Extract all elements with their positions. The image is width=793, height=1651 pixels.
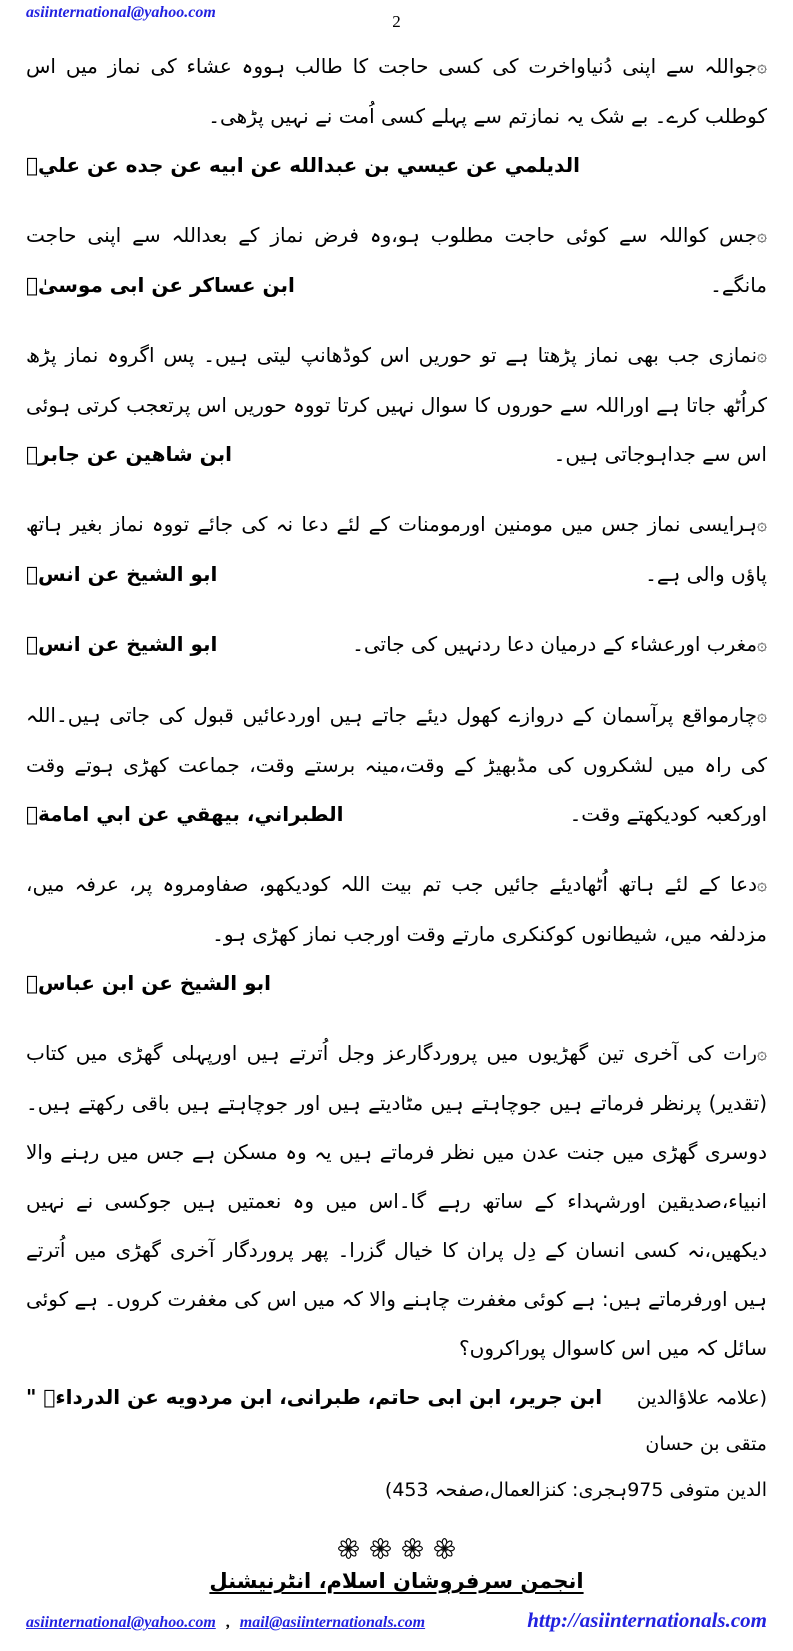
paragraph-start-ornament-icon: ۞ — [757, 57, 767, 77]
paragraph-start-ornament-icon: ۞ — [757, 346, 767, 366]
hadith-citation: ابن جرير، ابن ابی حاتم، طبرانی، ابن مردویه عن الدرداءؓ " — [26, 1385, 603, 1409]
footer-website-link[interactable]: http://asiinternationals.com — [527, 1608, 767, 1632]
hadith-paragraph — [26, 42, 767, 190]
footer-email-link[interactable]: asiinternational@yahoo.com — [26, 1614, 216, 1631]
rosette-icon — [434, 1538, 455, 1559]
hadith-text: چارمواقع پرآسمان کے دروازے کھول دیئے جاتے ہیں اوردعائیں قبول کی جاتی ہیں۔اللہ کی راہ میں لشکروں کی مڈبھیڑ کے وقت،مینہ برستے وقت، جماعت کھڑی ہوتے وقت اورکعبہ کودیکھتے وقت۔ — [26, 703, 767, 826]
reference-note: (علامہ علاؤالدین متقی بن حسان الدین متوفی 975ہجری: کنزالعمال،صفحہ 453) — [384, 1387, 767, 1501]
page-header — [0, 0, 793, 40]
hadith-paragraph — [26, 691, 767, 839]
hadith-text: مغرب اورعشاء کے درمیان دعا ردنہیں کی جاتی۔ — [352, 632, 758, 656]
paragraph-start-ornament-icon: ۞ — [757, 635, 767, 655]
rosette-icon — [370, 1538, 391, 1559]
page-number: 2 — [392, 12, 401, 31]
hadith-paragraph — [26, 211, 767, 310]
hadith-text: ہرایسی نماز جس میں مومنین اورمومنات کے لئے دعا نہ کی جائے تووہ نماز بغیر ہاتھ پاؤں والی ہے۔ — [26, 512, 767, 586]
footer-contacts — [26, 1614, 425, 1632]
rosette-icon — [338, 1538, 359, 1559]
hadith-paragraph — [26, 860, 767, 1008]
hadith-paragraph — [26, 620, 767, 670]
paragraph-start-ornament-icon: ۞ — [757, 1044, 767, 1064]
paragraph-start-ornament-icon: ۞ — [757, 706, 767, 726]
hadith-text: نمازی جب بھی نماز پڑھتا ہے تو حوریں اس کوڈھانپ لیتی ہیں۔ پس اگروہ نماز پڑھ کراُٹھ جاتا ہے اوراللہ سے حوروں کا سوال نہیں کرتا تووہ حوریں اس پرتعجب کرتی ہوئی اس سے جداہوجاتی ہیں۔ — [26, 343, 767, 466]
hadith-text: دعا کے لئے ہاتھ اُٹھادیئے جائیں جب تم بیت اللہ کودیکھو، صفاومروہ پر، عرفہ میں، مزدلفہ میں، شیطانوں کوکنکری مارتے وقت اورجب نماز کھڑی ہو۔ — [26, 872, 767, 946]
hadith-paragraph — [26, 500, 767, 599]
hadith-citation: الديلمي عن عيسي بن عبدالله عن ابيه عن جده عن عليؓ — [26, 153, 580, 177]
paragraph-start-ornament-icon: ۞ — [757, 515, 767, 535]
footer-separator: , — [225, 1614, 230, 1631]
header-email-link[interactable]: asiinternational@yahoo.com — [26, 4, 216, 21]
ornament-row — [0, 1536, 793, 1560]
hadith-paragraph — [26, 1029, 767, 1513]
paragraph-start-ornament-icon: ۞ — [757, 226, 767, 246]
paragraph-start-ornament-icon: ۞ — [757, 875, 767, 895]
hadith-citation: ابن شاهين عن جابرؓ — [26, 442, 232, 466]
organization-name: انجمن سرفروشان اسلام، انٹرنیشنل — [209, 1569, 584, 1593]
hadith-citation: ابن عساكر عن ابی موسیٰؓ — [26, 273, 295, 297]
hadith-text: جواللہ سے اپنی دُنیاواخرت کی کسی حاجت کا طالب ہووہ عشاء کی نماز میں اس کوطلب کرے۔ بے شک یہ نمازتم سے پہلے کسی اُمت نے نہیں پڑھی۔ — [26, 54, 767, 128]
hadith-citation: الطبراني، بيهقي عن ابي امامةؓ — [26, 802, 344, 826]
hadith-citation: ابو الشيخ عن انسؓ — [26, 562, 218, 586]
hadith-citation: ابو الشيخ عن ابن عباسؓ — [26, 971, 272, 995]
rosette-icon — [402, 1538, 423, 1559]
hadith-text: جس کواللہ سے کوئی حاجت مطلوب ہو،وہ فرض نماز کے بعداللہ سے اپنی حاجت مانگے۔ — [26, 223, 767, 297]
document-body — [0, 40, 793, 1534]
hadith-text: رات کی آخری تین گھڑیوں میں پروردگارعز وجل اُترتے ہیں اورپہلی گھڑی میں کتاب (تقدیر) پرنظر فرماتے ہیں جوچاہتے ہیں مٹادیتے ہیں اور جوچاہتے ہیں باقی رکھتے ہیں۔ دوسری گھڑی میں جنت عدن میں نظر فرماتے ہیں یہ وہ مسکن ہے جس میں رہنے والا انبیاء،صدیقین اورشہداء کے ساتھ رہے گا۔اس میں وہ نعمتیں ہیں جوکسی نے نہیں دیکھیں،نہ کسی انسان کے دِل پران کا خیال گزرا۔ پھر پروردگار آخری گھڑی میں اُترتے ہیں اورفرماتے ہیں: ہے کوئی مغفرت چاہنے والا کہ میں اس کی مغفرت کروں۔ ہے کوئی سائل کہ میں اس کاسوال پوراکروں؟ — [26, 1041, 767, 1360]
page-footer — [0, 1606, 793, 1651]
hadith-paragraph — [26, 331, 767, 479]
hadith-citation: ابو الشيخ عن انسؓ — [26, 632, 218, 656]
footer-mail-link[interactable]: mail@asiinternationals.com — [239, 1614, 426, 1631]
